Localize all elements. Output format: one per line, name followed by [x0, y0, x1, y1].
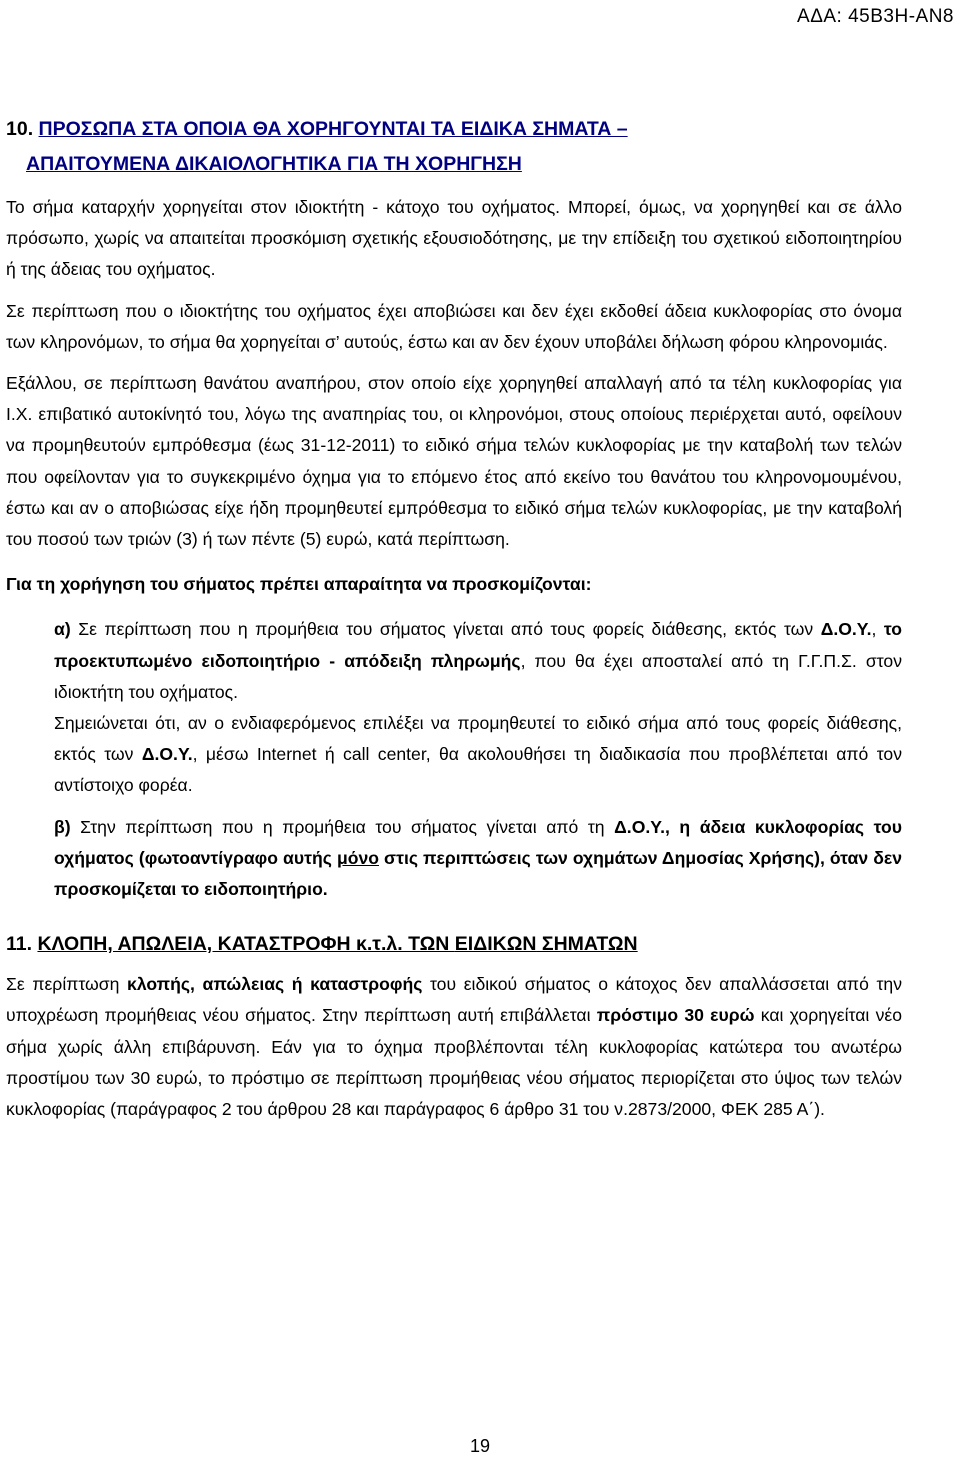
paragraph-theft-loss: Σε περίπτωση κλοπής, απώλειας ή καταστροφής του ειδικού σήματος ο κάτοχος δεν απαλλάσσεται από την υποχρέωση προμήθειας νέου σήματος. Στην περίπτωση αυτή επιβάλλεται πρόστιμο 30 ευρώ και χορηγείται νέο σήμα χωρίς άλλη επιβάρυνση. Εάν για το όχημα προβλέπονται τέλη κυκλοφορίας κατώτερα του ανωτέρω προστίμου των 30 ευρώ, το πρόστιμο σε περίπτωση προμήθειας νέου σήματος περιορίζεται στο ύψος των τελών κυκλοφορίας (παράγραφος 2 του άρθρου 28 και παράγραφος 6 άρθρο 31 του ν.2873/2000, ΦΕΚ 285 Α΄).: [6, 974, 902, 1120]
section-10-number: 10.: [6, 118, 34, 140]
item-b-label: β): [54, 816, 71, 837]
document-ada-code: ΑΔΑ: 45Β3Η-ΑΝ8: [797, 6, 954, 27]
section-11-number: 11.: [6, 933, 33, 956]
section-10-title-line1: ΠΡΟΣΩΠΑ ΣΤΑ ΟΠΟΙΑ ΘΑ ΧΟΡΗΓΟΥΝΤΑΙ ΤΑ ΕΙΔΙΚΑ ΣΗΜΑΤΑ –: [38, 118, 628, 140]
required-documents-heading: Για τη χορήγηση του σήματος πρέπει απαραίτητα να προσκομίζονται:: [6, 574, 592, 595]
section-10-title-line2: ΑΠΑΙΤΟΥΜΕΝΑ ΔΙΚΑΙΟΛΟΓΗΤΙΚΑ ΓΙΑ ΤΗ ΧΟΡΗΓΗΣΗ: [26, 153, 522, 175]
item-a-label: α): [54, 619, 71, 640]
section-11-heading: 11. ΚΛΟΠΗ, ΑΠΩΛΕΙΑ, ΚΑΤΑΣΤΡΟΦΗ κ.τ.λ. ΤΩΝ ΕΙΔΙΚΩΝ ΣΗΜΑΤΩΝ: [6, 933, 638, 956]
document-body: [0, 112, 902, 1125]
item-b: β) Στην περίπτωση που η προμήθεια του σήματος γίνεται από τη Δ.Ο.Υ., η άδεια κυκλοφορίας του οχήματος (φωτοαντίγραφο αυτής μόνο στις περιπτώσεις των οχημάτων Δημοσίας Χρήσης), όταν δεν προσκομίζεται το ειδοποιητήριο.: [54, 816, 903, 900]
paragraph-disabled-owner: Εξάλλου, σε περίπτωση θανάτου αναπήρου, στον οποίο είχε χορηγηθεί απαλλαγή από τα τέλη κυκλοφορίας για Ι.Χ. επιβατικό αυτοκίνητό του, λόγω της αναπηρίας του, οι κληρονόμοι, στους οποίους περιέρχεται αυτό, οφείλουν να προμηθευτούν εμπρόθεσμα (έως 31-12-2011) το ειδικό σήμα τελών κυκλοφορίας με την καταβολή των τελών που οφείλονταν για το συγκεκριμένο όχημα για το επόμενο έτος από εκείνο του θανάτου του κληρονομουμένου, έστω και αν ο αποβιώσας είχε ήδη προμηθευτεί εμπρόθεσμα το ειδικό σήμα τελών κυκλοφορίας, με την καταβολή του ποσού των τριών (3) ή των πέντε (5) ευρώ, κατά περίπτωση.: [6, 373, 902, 550]
page-number: 19: [469, 1436, 491, 1456]
paragraph-holder: Το σήμα καταρχήν χορηγείται στον ιδιοκτήτη - κάτοχο του οχήματος. Μπορεί, όμως, να χορηγηθεί και σε άλλο πρόσωπο, χωρίς να απαιτείται προσκόμιση σχετικής εξουσιοδότησης, με την επίδειξη του σχετικού ειδοποιητηρίου ή της άδειας του οχήματος.: [6, 197, 902, 280]
item-a-note: Σημειώνεται ότι, αν ο ενδιαφερόμενος επιλέξει να προμηθευτεί το ειδικό σήμα από τους φορείς διάθεσης, εκτός των Δ.Ο.Υ., μέσω Internet ή call center, θα ακολουθήσει τη διαδικασία που προβλέπεται από τον αντίστοιχο φορέα.: [54, 713, 903, 796]
paragraph-heirs: Σε περίπτωση που ο ιδιοκτήτης του οχήματος έχει αποβιώσει και δεν έχει εκδοθεί άδεια κυκλοφορίας στο όνομα των κληρονόμων, το σήμα θα χορηγείται σ’ αυτούς, έστω και αν δεν έχουν υποβάλει δήλωση φόρου κληρονομιάς.: [6, 300, 902, 352]
item-a-notice-receipt: το προεκτυπωμένο ειδοποιητήριο - απόδειξη πληρωμής: [54, 619, 902, 671]
item-a: α) Σε περίπτωση που η προμήθεια του σήματος γίνεται από τους φορείς διάθεσης, εκτός των Δ.Ο.Υ., το προεκτυπωμένο ειδοποιητήριο - απόδειξη πληρωμής, που θα έχει αποσταλεί από τη Γ.Γ.Π.Σ. στον ιδιοκτήτη του οχήματος.: [54, 619, 903, 702]
section-10-heading: [0, 112, 902, 182]
